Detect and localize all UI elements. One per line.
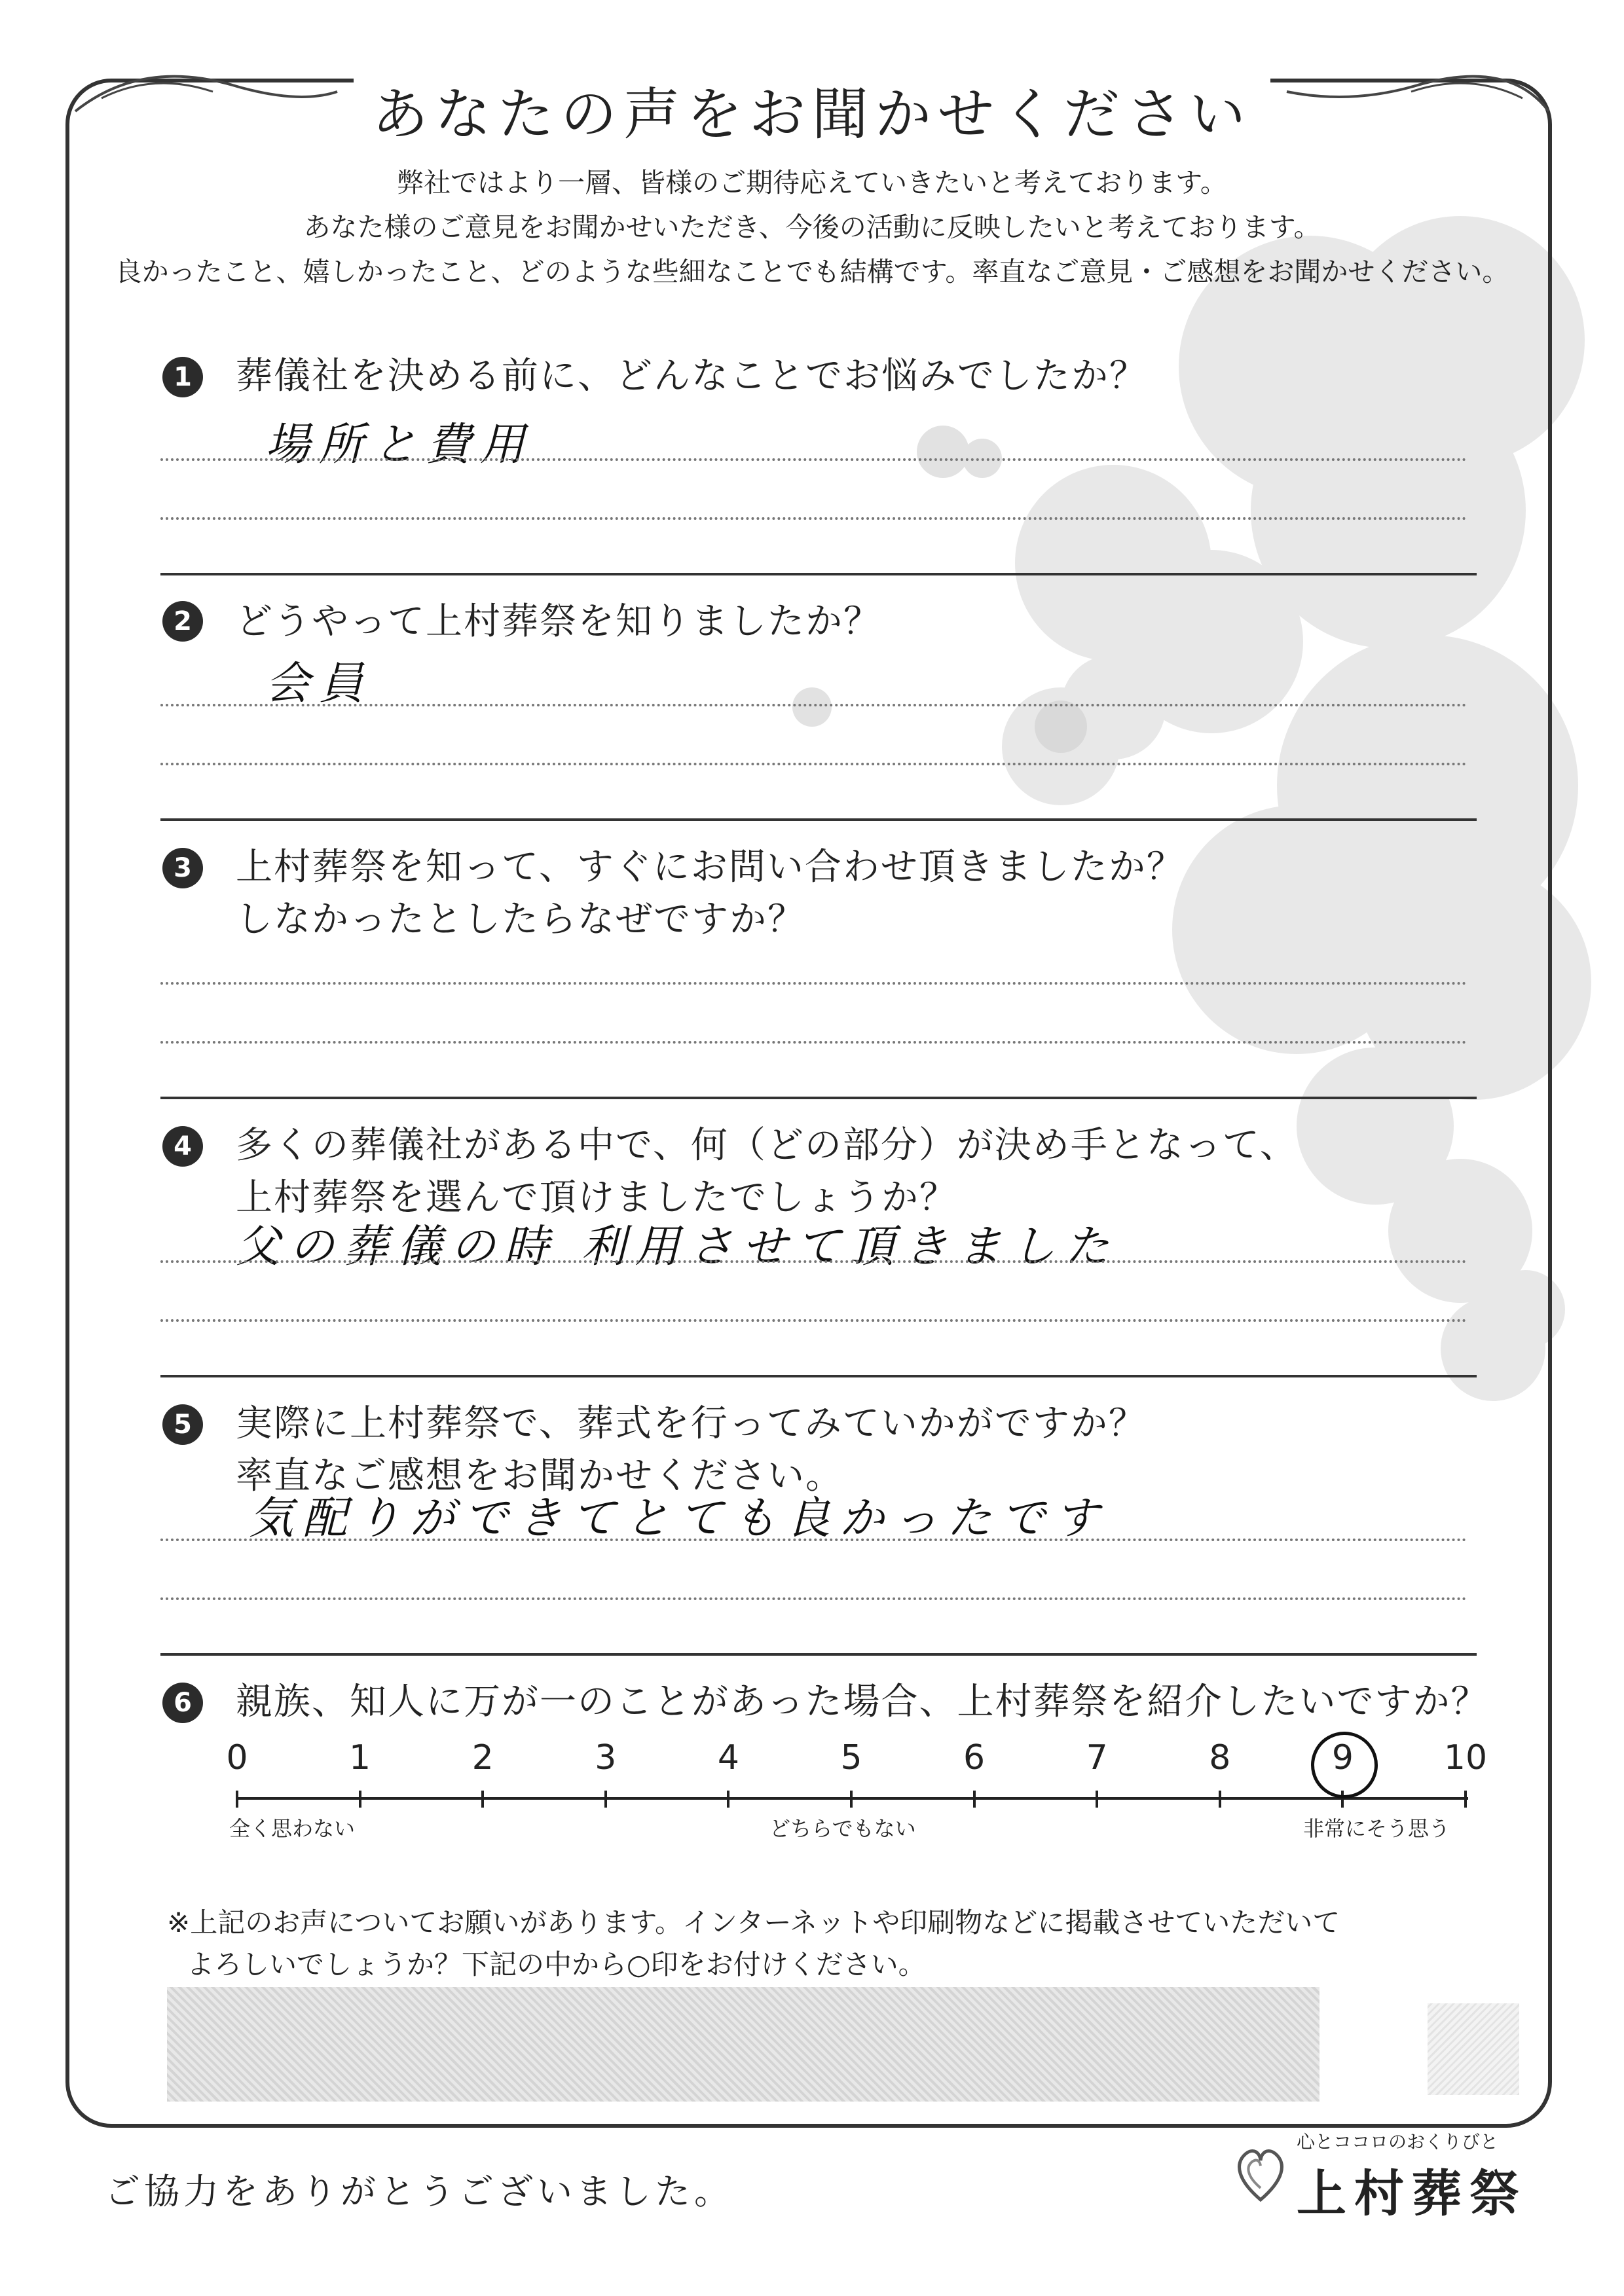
company-logo xyxy=(1231,2128,1545,2232)
handwritten-answer: 場所と費用 xyxy=(265,419,534,471)
question-number-badge: 3 xyxy=(162,848,203,888)
scale-tick xyxy=(359,1791,361,1808)
logo-name: 上村葬祭 xyxy=(1297,2164,1527,2223)
question-line: 親族、知人に万が一のことがあった場合、上村葬祭を紹介したいですか？ xyxy=(236,1681,1489,1723)
note-line: ※上記のお声についてお願いがあります。インターネットや印刷物などに掲載させていただいて xyxy=(167,1906,1340,1939)
question-text xyxy=(236,350,1147,403)
publication-note xyxy=(167,1902,1340,1986)
logo-tagline: 心とココロのおくりびと xyxy=(1297,2131,1499,2153)
handwritten-answer: 気配りができてとても良かったです xyxy=(249,1493,1109,1544)
question-line: しなかったとしたらなぜですか？ xyxy=(236,898,805,941)
intro-text xyxy=(0,160,1624,294)
scale-tick-label: 6 xyxy=(963,1738,986,1777)
scale-label-mid: どちらでもない xyxy=(769,1816,916,1841)
scale-tick xyxy=(850,1791,853,1808)
answer-line xyxy=(160,763,1467,765)
question-number-badge: 5 xyxy=(162,1404,203,1445)
scale-tick xyxy=(604,1791,607,1808)
scale-label-low: 全く思わない xyxy=(229,1816,356,1841)
question-text xyxy=(236,841,1185,946)
section-divider xyxy=(160,573,1477,575)
question-line: どうやって上村葬祭を知りましたか？ xyxy=(236,600,881,643)
intro-line: 良かったこと、嬉しかったこと、どのような些細なことでも結構です。率直なご意見・ご感想をお聞かせください。 xyxy=(115,256,1509,287)
scale-tick-label: 3 xyxy=(595,1738,617,1777)
answer-line xyxy=(160,1597,1467,1600)
scale-tick xyxy=(727,1791,729,1808)
section-divider xyxy=(160,818,1477,821)
question-line: 多くの葬儀社がある中で、何（どの部分）が決め手となって、 xyxy=(236,1124,1298,1167)
answer-line xyxy=(160,1319,1467,1322)
question-text xyxy=(236,596,881,648)
scale-tick-label: 1 xyxy=(349,1738,371,1777)
scale-tick xyxy=(481,1791,484,1808)
scale-tick-label: 9 xyxy=(1331,1738,1354,1777)
answer-line xyxy=(160,1539,1467,1541)
scale-axis xyxy=(237,1797,1468,1800)
answer-line xyxy=(160,458,1467,461)
heart-icon xyxy=(1231,2141,1290,2206)
scale-tick xyxy=(973,1791,976,1808)
scale-tick xyxy=(1096,1791,1098,1808)
question-line: 葬儀社を決める前に、どんなことでお悩みでしたか？ xyxy=(236,355,1147,397)
question-number-badge: 1 xyxy=(162,357,203,397)
scale-label-high: 非常にそう思う xyxy=(1303,1816,1450,1841)
scale-tick-label: 10 xyxy=(1443,1738,1488,1777)
question-line: 上村葬祭を知って、すぐにお問い合わせ頂きましたか？ xyxy=(236,846,1185,888)
answer-line xyxy=(160,517,1467,520)
scale-tick-label: 8 xyxy=(1209,1738,1231,1777)
handwritten-answer: 会員 xyxy=(265,658,373,710)
scale-tick-label: 7 xyxy=(1086,1738,1108,1777)
scale-tick-label: 4 xyxy=(717,1738,739,1777)
scale-tick-label: 5 xyxy=(840,1738,862,1777)
section-divider xyxy=(160,1097,1477,1099)
handwritten-answer: 父の葬儀の時 利用させて頂きました xyxy=(236,1221,1118,1273)
answer-line xyxy=(160,1041,1467,1044)
scale-tick xyxy=(236,1791,238,1808)
note-line: よろしいでしょうか？下記の中から○印をお付けください。 xyxy=(187,1948,926,1980)
scale-tick-label: 2 xyxy=(471,1738,494,1777)
scale-tick xyxy=(1464,1791,1467,1808)
answer-line xyxy=(160,704,1467,706)
thanks-message: ご協力をありがとうございました。 xyxy=(105,2171,733,2212)
question-number-badge: 2 xyxy=(162,601,203,642)
intro-line: 弊社ではより一層、皆様のご期待応えていきたいと考えております。 xyxy=(397,167,1227,198)
redacted-area xyxy=(1428,2003,1519,2095)
question-number-badge: 6 xyxy=(162,1683,203,1723)
question-line: 実際に上村葬祭で、葬式を行ってみていかがですか？ xyxy=(236,1402,1147,1445)
page-title: あなたの声をお聞かせください xyxy=(372,82,1252,147)
section-divider xyxy=(160,1653,1477,1656)
question-line: 率直なご感想をお聞かせください。 xyxy=(236,1455,843,1497)
redacted-area xyxy=(167,1987,1320,2102)
scale-tick xyxy=(1219,1791,1221,1808)
section-divider xyxy=(160,1375,1477,1377)
question-number-badge: 4 xyxy=(162,1126,203,1167)
question-line: 上村葬祭を選んで頂けましたでしょうか？ xyxy=(236,1176,957,1219)
scale-tick-label: 0 xyxy=(226,1738,248,1777)
question-text xyxy=(236,1120,1298,1224)
question-text xyxy=(236,1676,1488,1728)
intro-line: あなた様のご意見をお聞かせいただき、今後の活動に反映したいと考えております。 xyxy=(303,211,1321,243)
answer-line xyxy=(160,982,1467,985)
answer-line xyxy=(160,1260,1467,1263)
